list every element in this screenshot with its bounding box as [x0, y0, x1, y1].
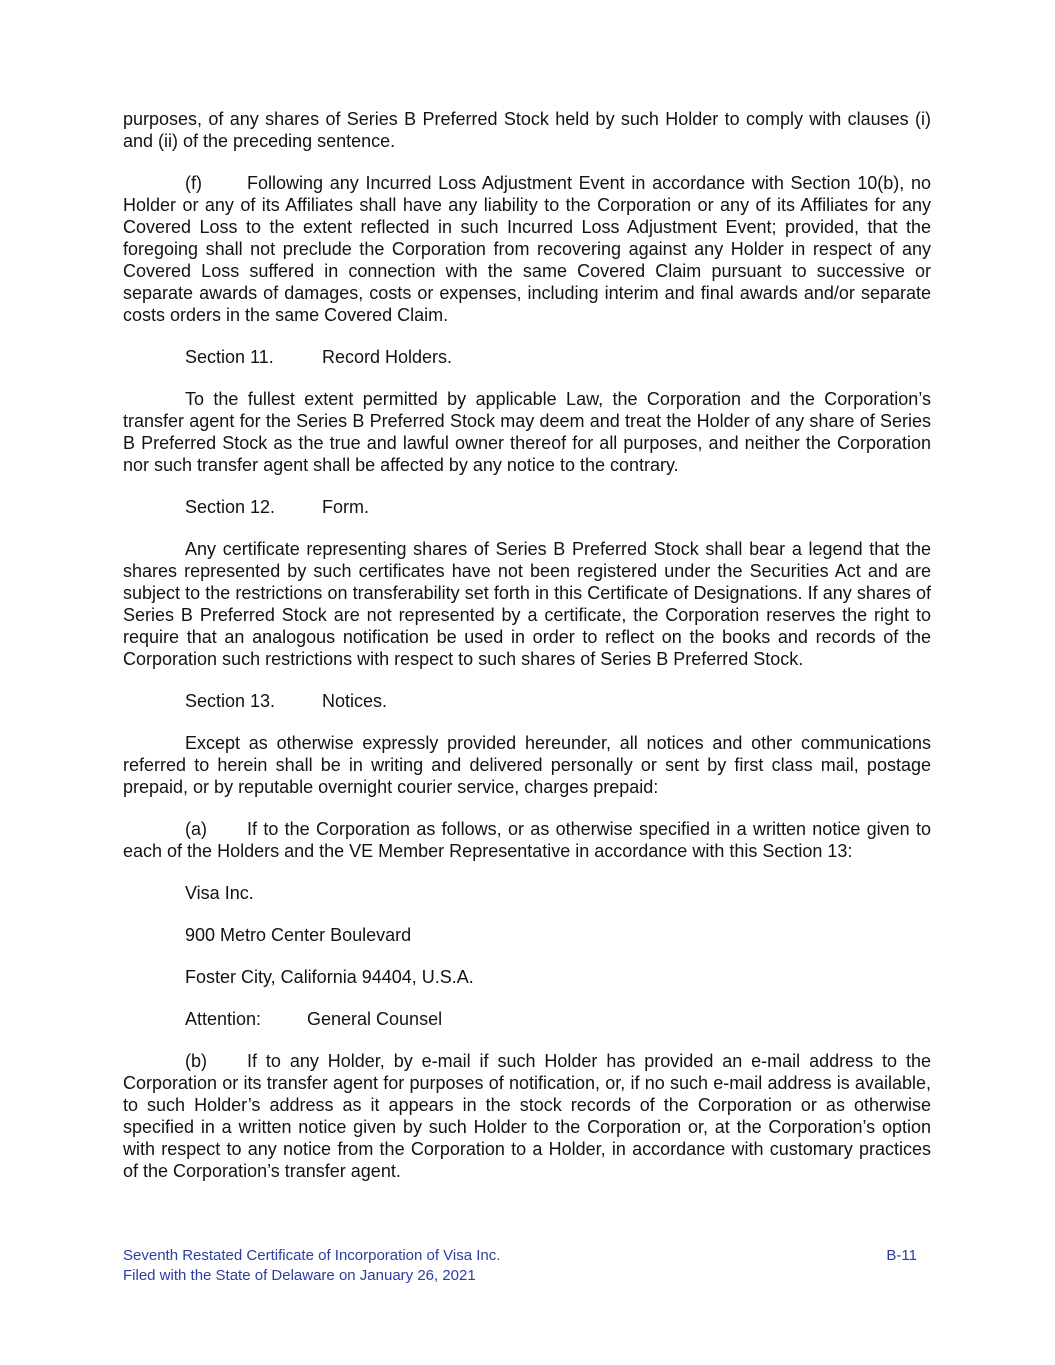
- paragraph-text: Foster City, California 94404, U.S.A.: [185, 967, 474, 987]
- paragraph-text: If to the Corporation as follows, or as otherwise specified in a written notice given to each of the Holders and the VE Member Representative in accordance with this Section 13:: [123, 819, 931, 861]
- address-company: [123, 882, 931, 904]
- section-title: Record Holders.: [322, 347, 453, 367]
- heading-section-12: [123, 496, 931, 518]
- footer-page-number: B-11: [886, 1247, 917, 1264]
- section-title: Notices.: [322, 691, 388, 711]
- section-number: Section 13.: [185, 691, 276, 711]
- section-number: Section 12.: [185, 497, 276, 517]
- section-title: Form.: [322, 497, 369, 517]
- paragraph-a: [123, 818, 931, 862]
- address-street: [123, 924, 931, 946]
- address-city: [123, 966, 931, 988]
- paragraph-text: Any certificate representing shares of Series B Preferred Stock shall bear a legend that the shares represented by such certificates have not been registered under the Securities Act and are subject to the restrictions on transferability set forth in this Certificate of Designations. If any shares of Series B Preferred Stock are not represented by a certificate, the Corporation reserves the right to require that an analogous notification be used in order to reflect on the books and records of the Corporation such restrictions with respect to such shares of Series B Preferred Stock.: [123, 539, 931, 669]
- document-body: [123, 108, 931, 1202]
- paragraph-text: If to any Holder, by e-mail if such Holder has provided an e-mail address to the Corporation or its transfer agent for purposes of notification, or, if no such e-mail address is available, to such Holder’s address as it appears in the stock records of the Corporation or as otherwise specified in a written notice given by such Holder to the Corporation or, at the Corporation’s option with respect to any notice from the Corporation to a Holder, in accordance with customary practices of the Corporation’s transfer agent.: [123, 1051, 931, 1181]
- heading-section-13: [123, 690, 931, 712]
- footer-doc-title: Seventh Restated Certificate of Incorporation of Visa Inc.: [123, 1247, 501, 1264]
- paragraph-text: General Counsel: [307, 1009, 443, 1029]
- paragraph-text: Following any Incurred Loss Adjustment Event in accordance with Section 10(b), no Holder or any of its Affiliates shall have any liability to the Corporation or any of its Affiliates for any Covered Loss to the extent reflected in such Incurred Loss Adjustment Event; provided, that the foregoing shall not preclude the Corporation from recovering against any Holder in respect of any Covered Loss suffered in connection with the same Covered Claim pursuant to successive or separate awards of damages, costs or expenses, including interim and final awards and/or separate costs orders in the same Covered Claim.: [123, 173, 931, 325]
- paragraph-text: 900 Metro Center Boulevard: [185, 925, 412, 945]
- paragraph-label: (a): [185, 819, 207, 839]
- paragraph-text: Except as otherwise expressly provided hereunder, all notices and other communications referred to herein shall be in writing and delivered personally or sent by first class mail, postage prepaid, or by reputable overnight courier service, charges prepaid:: [123, 733, 931, 797]
- paragraph-f: [123, 172, 931, 326]
- paragraph-label: (b): [185, 1051, 207, 1071]
- paragraph-continuation: [123, 108, 931, 152]
- paragraph-label: (f): [185, 173, 202, 193]
- heading-section-11: [123, 346, 931, 368]
- paragraph-section-11-body: [123, 388, 931, 476]
- address-attention: [123, 1008, 931, 1030]
- paragraph-text: purposes, of any shares of Series B Preferred Stock held by such Holder to comply with clauses (i) and (ii) of the preceding sentence.: [123, 109, 931, 151]
- footer-filing-date: Filed with the State of Delaware on January 26, 2021: [123, 1266, 476, 1284]
- paragraph-text: Visa Inc.: [185, 883, 254, 903]
- paragraph-label: Attention:: [185, 1009, 262, 1029]
- paragraph-section-12-body: [123, 538, 931, 670]
- paragraph-section-13-body: [123, 732, 931, 798]
- paragraph-b: [123, 1050, 931, 1182]
- footer: [123, 1246, 917, 1285]
- section-number: Section 11.: [185, 347, 274, 367]
- paragraph-text: To the fullest extent permitted by applicable Law, the Corporation and the Corporation’s transfer agent for the Series B Preferred Stock may deem and treat the Holder of any share of Series B Preferred Stock as the true and lawful owner thereof for all purposes, and neither the Corporation nor such transfer agent shall be affected by any notice to the contrary.: [123, 389, 931, 475]
